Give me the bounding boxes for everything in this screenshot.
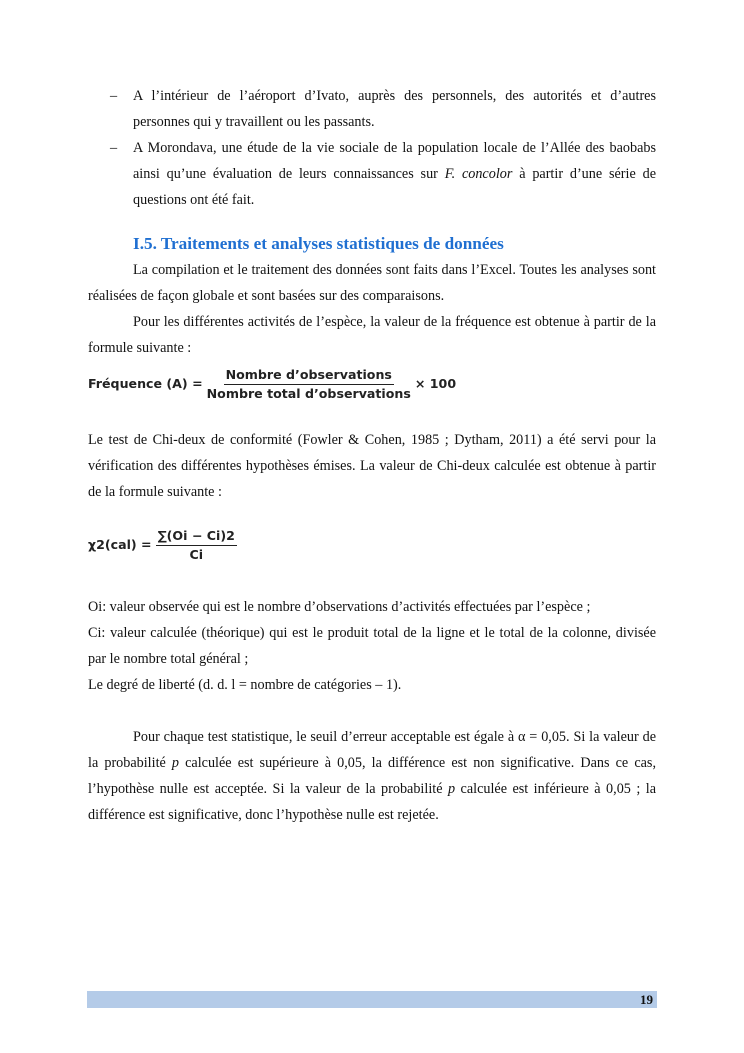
paragraph-chi-square: Le test de Chi-deux de conformité (Fowler & Cohen, 1985 ; Dytham, 2011) a été servi pour la vérification des différentes hypothèses émises. La valeur de Chi-deux calculée est obtenue à partir de la formule suivante : [88,432,656,500]
section-heading: I.5. Traitements et analyses statistiques de données [133,234,504,253]
probability-symbol: p [447,781,456,797]
bullet-dash: – [110,140,118,156]
list-item-text: A Morondava, une étude de la vie sociale de la population locale de l’Allée des baobabs ainsi qu’une évaluation de leurs connaissances sur [133,140,656,182]
paragraph-compilation: La compilation et le traitement des données sont faits dans l’Excel. Toutes les analyses sont réalisées de façon globale et sont basées sur des comparaisons. [88,262,656,304]
formula-lhs: Fréquence (A) = [88,376,203,391]
chi-square-formula [88,525,656,565]
location-list [88,83,656,213]
formula-fraction [207,367,411,402]
species-name: F. concolor [444,166,513,182]
formula-rhs: × 100 [414,376,457,391]
document-body [88,83,656,828]
page-number: 19 [640,992,653,1007]
paragraph-text: calculée est supérieure à 0,05, la différence est non significative. Dans ce cas, l’hypothèse nulle est acceptée. Si la valeur de la probabilité [88,755,656,797]
paragraph-significance [88,724,656,828]
formula-fraction [156,528,237,563]
formula-denominator: Ci [189,546,204,562]
formula-numerator: ∑(Oi − Ci)2 [156,528,237,546]
footer-bar [87,991,657,1008]
list-item-text-tail: à partir d’une série de questions ont été fait. [133,166,656,208]
bullet-dash: – [110,88,118,104]
list-item [88,135,656,213]
paragraph-text: Pour chaque test statistique, le seuil d’erreur acceptable est égale à α = 0,05. Si la valeur de la probabilité [88,729,656,771]
paragraph-text: calculée est inférieure à 0,05 ; la différence est significative, donc l’hypothèse nulle est rejetée. [88,781,656,823]
definition-oi: Oi: valeur observée qui est le nombre d’observations d’activités effectuées par l’espèce ; [88,599,591,615]
formula-denominator: Nombre total d’observations [206,385,411,401]
formula-numerator: Nombre d’observations [224,367,394,385]
definition-degrees-of-freedom: Le degré de liberté (d. d. l = nombre de catégories – 1). [88,677,402,693]
list-item [88,83,656,135]
paragraph-frequency-intro: Pour les différentes activités de l’espèce, la valeur de la fréquence est obtenue à partir de la formule suivante : [88,314,656,356]
formula-lhs: χ2(cal) = [88,537,152,552]
definition-ci: Ci: valeur calculée (théorique) qui est le produit total de la ligne et le total de la colonne, divisée par le nombre total général ; [88,625,656,667]
frequency-formula [88,364,656,404]
list-item-text: A l’intérieur de l’aéroport d’Ivato, auprès des personnels, des autorités et d’autres personnes qui y travaillent ou les passants. [133,88,656,130]
probability-symbol: p [171,755,180,771]
